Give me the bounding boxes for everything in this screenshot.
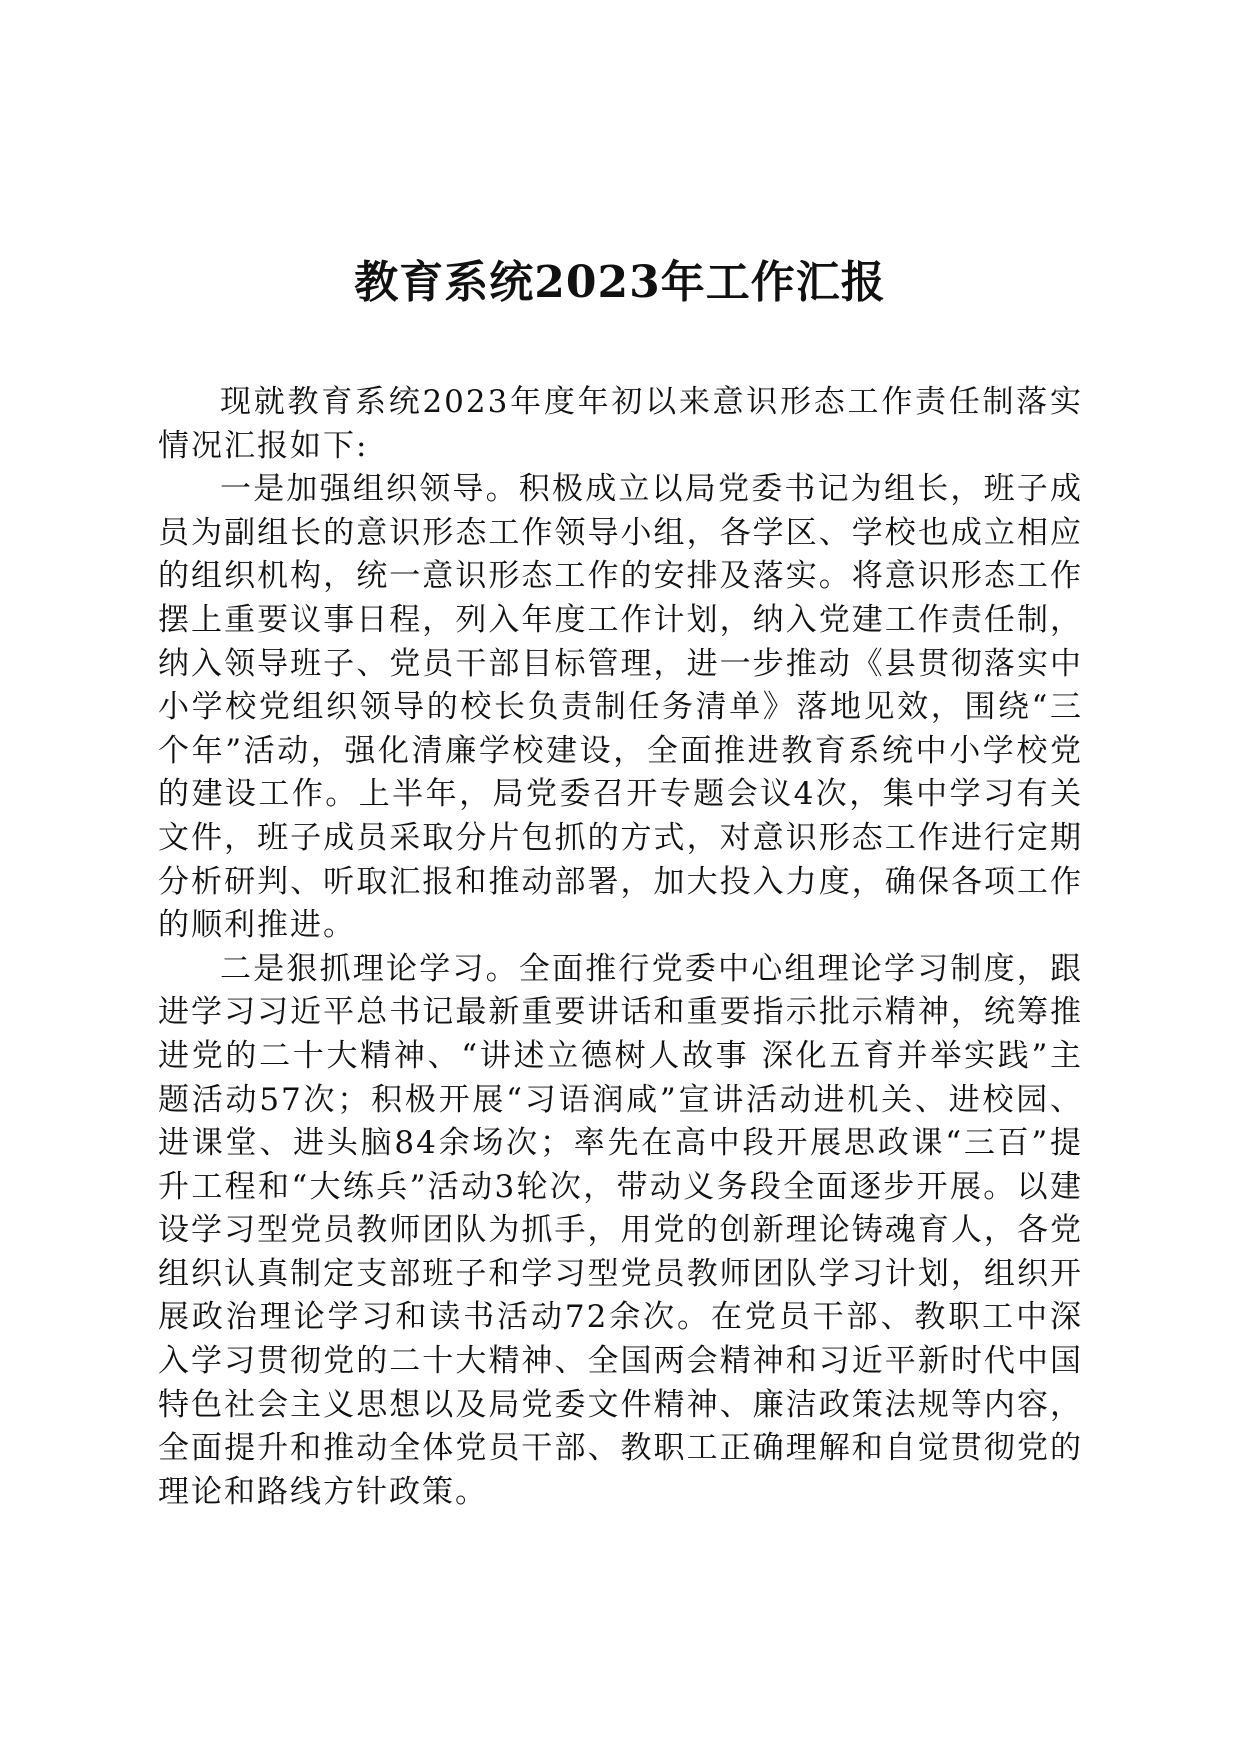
intro-paragraph: 现就教育系统2023年度年初以来意识形态工作责任制落实情况汇报如下:	[158, 384, 1083, 464]
paragraph-theory-study: 二是狠抓理论学习。全面推行党委中心组理论学习制度，跟进学习习近平总书记最新重要讲话和重要指示批示精神，统筹推进党的二十大精神、“讲述立德树人故事 深化五育并举实践”主题活动57次；积极开展“习语润咸”宣讲活动进机关、进校园、进课堂、进头脑84余场次；率先在高中段开展思政课“三百”提升工程和“大练兵”活动3轮次，带动义务段全面逐步开展。以建设学习型党员教师团队为抓手，用党的创新理论铸魂育人，各党组织认真制定支部班子和学习型党员教师团队学习计划，组织开展政治理论学习和读书活动72余次。在党员干部、教职工中深入学习贯彻党的二十大精神、全国两会精神和习近平新时代中国特色社会主义思想以及局党委文件精神、廉洁政策法规等内容，全面提升和推动全体党员干部、教职工正确理解和自觉贯彻党的理论和路线方针政策。	[158, 950, 1083, 1510]
document-body	[158, 381, 1083, 1514]
paragraph-leadership: 一是加强组织领导。积极成立以局党委书记为组长，班子成员为副组长的意识形态工作领导小组，各学区、学校也成立相应的组织机构，统一意识形态工作的安排及落实。将意识形态工作摆上重要议事日程，列入年度工作计划，纳入党建工作责任制，纳入领导班子、党员干部目标管理，进一步推动《县贯彻落实中小学校党组织领导的校长负责制任务清单》落地见效，围绕“三个年”活动，强化清廉学校建设，全面推进教育系统中小学校党的建设工作。上半年，局党委召开专题会议4次，集中学习有关文件，班子成员采取分片包抓的方式，对意识形态工作进行定期分析研判、听取汇报和推动部署，加大投入力度，确保各项工作的顺利推进。	[158, 471, 1083, 944]
document-title: 教育系统2023年工作汇报	[354, 257, 886, 308]
